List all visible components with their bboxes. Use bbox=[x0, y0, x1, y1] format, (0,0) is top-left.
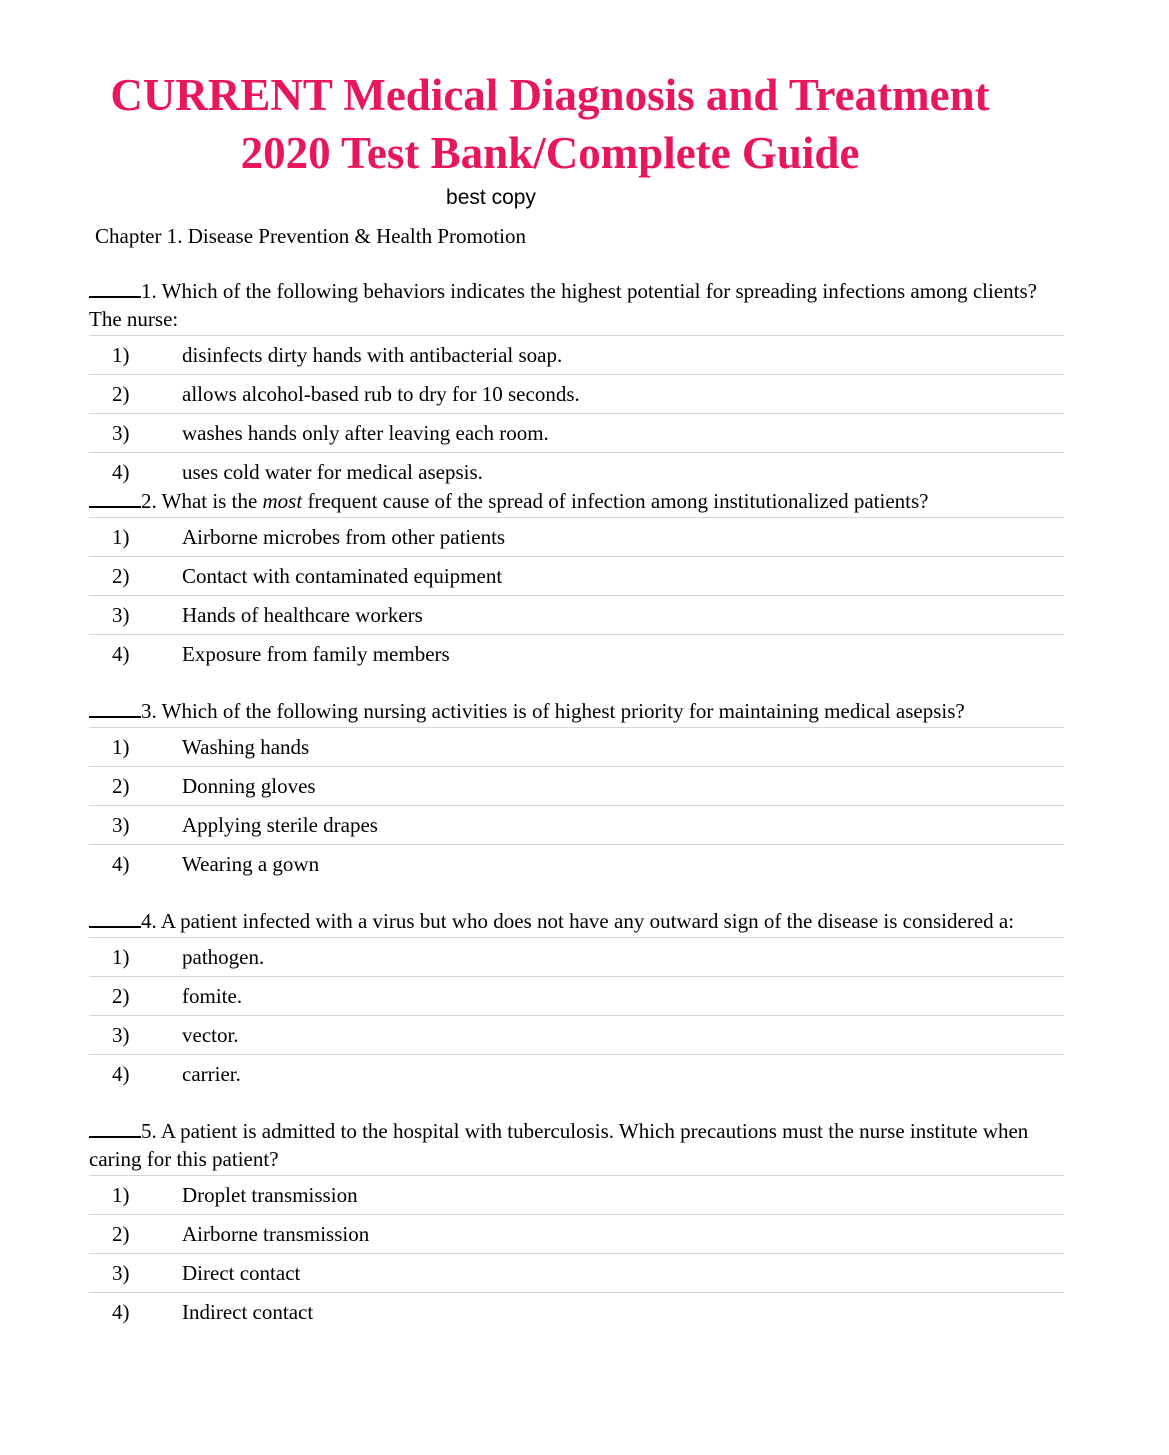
option-number: 2) bbox=[112, 563, 130, 588]
option-number: 2) bbox=[112, 381, 130, 406]
option-text: vector. bbox=[182, 1022, 239, 1047]
option-number: 1) bbox=[112, 342, 130, 367]
option-number: 1) bbox=[112, 734, 130, 759]
option-text: disinfects dirty hands with antibacterial soap. bbox=[182, 342, 563, 367]
option-item bbox=[89, 1254, 1064, 1293]
option-number: 4) bbox=[112, 641, 130, 666]
option-text: carrier. bbox=[182, 1061, 241, 1086]
option-list bbox=[89, 727, 1064, 883]
question-stem: 4. A patient infected with a virus but who does not have any outward sign of the disease is considered a: bbox=[89, 907, 1064, 935]
document-title-line-2: 2020 Test Bank/Complete Guide bbox=[240, 128, 860, 178]
option-number: 4) bbox=[112, 1061, 130, 1086]
option-number: 2) bbox=[112, 983, 130, 1008]
option-list bbox=[89, 1175, 1064, 1331]
question-5 bbox=[89, 1117, 1064, 1331]
option-number: 3) bbox=[112, 1260, 130, 1285]
option-item bbox=[89, 1215, 1064, 1254]
option-number: 1) bbox=[112, 524, 130, 549]
option-text: uses cold water for medical asepsis. bbox=[182, 459, 483, 484]
option-text: Washing hands bbox=[182, 734, 310, 759]
option-text: Droplet transmission bbox=[182, 1182, 358, 1207]
question-4 bbox=[89, 907, 1064, 1093]
option-item bbox=[89, 767, 1064, 806]
question-stem: 3. Which of the following nursing activities is of highest priority for maintaining medical asepsis? bbox=[89, 697, 1064, 725]
option-number: 1) bbox=[112, 944, 130, 969]
answer-blank bbox=[89, 1118, 141, 1138]
option-number: 3) bbox=[112, 602, 130, 627]
option-item bbox=[89, 938, 1064, 977]
option-text: Hands of healthcare workers bbox=[182, 602, 423, 627]
option-text: Indirect contact bbox=[182, 1299, 314, 1324]
option-number: 2) bbox=[112, 773, 130, 798]
option-number: 3) bbox=[112, 812, 130, 837]
option-number: 3) bbox=[112, 420, 130, 445]
option-text: Airborne transmission bbox=[182, 1221, 370, 1246]
option-number: 3) bbox=[112, 1022, 130, 1047]
option-text: pathogen. bbox=[182, 944, 265, 969]
option-text: allows alcohol-based rub to dry for 10 seconds. bbox=[182, 381, 580, 406]
option-list bbox=[89, 937, 1064, 1093]
question-stem: 2. What is the most frequent cause of the spread of infection among institutionalized patients? bbox=[89, 487, 1064, 515]
option-item bbox=[89, 1176, 1064, 1215]
question-2 bbox=[89, 487, 1064, 673]
option-text: Airborne microbes from other patients bbox=[182, 524, 506, 549]
option-number: 1) bbox=[112, 1182, 130, 1207]
option-item bbox=[89, 557, 1064, 596]
option-list bbox=[89, 517, 1064, 673]
option-list bbox=[89, 335, 1064, 491]
document-subtitle: best copy bbox=[446, 186, 536, 209]
option-item bbox=[89, 1016, 1064, 1055]
option-item bbox=[89, 453, 1064, 491]
option-item bbox=[89, 414, 1064, 453]
option-item bbox=[89, 845, 1064, 883]
option-text: washes hands only after leaving each room. bbox=[182, 420, 549, 445]
option-item bbox=[89, 596, 1064, 635]
answer-blank bbox=[89, 488, 141, 508]
option-item bbox=[89, 806, 1064, 845]
option-item bbox=[89, 375, 1064, 414]
answer-blank bbox=[89, 698, 141, 718]
answer-blank bbox=[89, 278, 141, 298]
question-3 bbox=[89, 697, 1064, 883]
option-item bbox=[89, 728, 1064, 767]
option-text: Contact with contaminated equipment bbox=[182, 563, 503, 588]
option-item bbox=[89, 1055, 1064, 1093]
question-stem: 5. A patient is admitted to the hospital with tuberculosis. Which precautions must the nurse institute when caring for this patient? bbox=[89, 1119, 1029, 1171]
option-item bbox=[89, 635, 1064, 673]
option-text: fomite. bbox=[182, 983, 243, 1008]
option-text: Wearing a gown bbox=[182, 851, 320, 876]
option-item bbox=[89, 336, 1064, 375]
option-number: 4) bbox=[112, 459, 130, 484]
option-item bbox=[89, 977, 1064, 1016]
question-stem: 1. Which of the following behaviors indicates the highest potential for spreading infections among clients? The nurse: bbox=[89, 279, 1037, 331]
question-1 bbox=[89, 277, 1064, 491]
option-text: Direct contact bbox=[182, 1260, 301, 1285]
answer-blank bbox=[89, 908, 141, 928]
option-item bbox=[89, 518, 1064, 557]
option-text: Donning gloves bbox=[182, 773, 316, 798]
option-number: 4) bbox=[112, 1299, 130, 1324]
document-title-line-1: CURRENT Medical Diagnosis and Treatment bbox=[110, 70, 990, 120]
option-text: Applying sterile drapes bbox=[182, 812, 378, 837]
chapter-heading: Chapter 1. Disease Prevention & Health Promotion bbox=[95, 224, 527, 248]
option-text: Exposure from family members bbox=[182, 641, 450, 666]
option-number: 2) bbox=[112, 1221, 130, 1246]
option-number: 4) bbox=[112, 851, 130, 876]
option-item bbox=[89, 1293, 1064, 1331]
